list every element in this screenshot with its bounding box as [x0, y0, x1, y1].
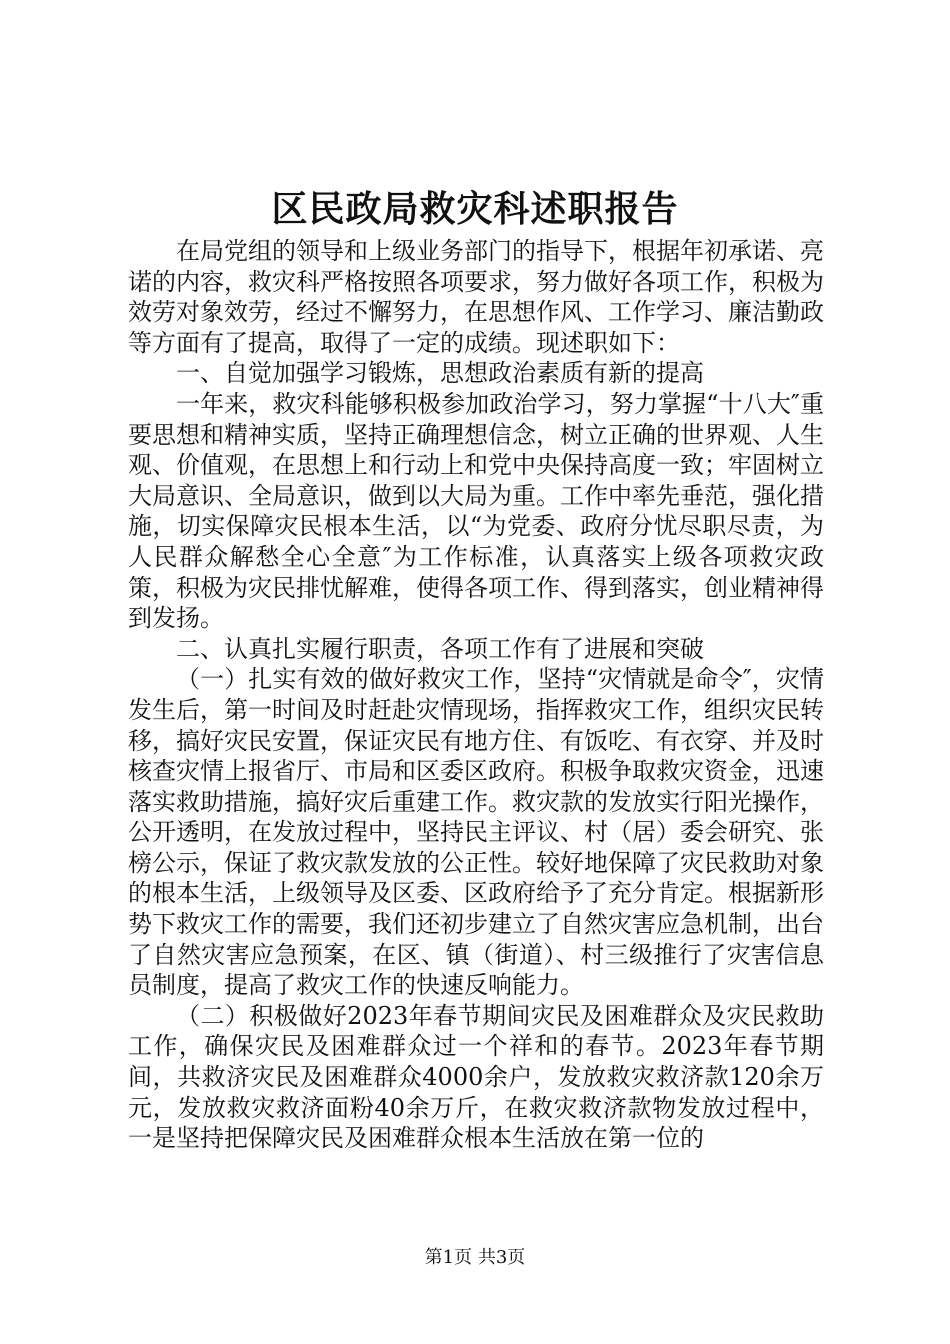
section-heading-2: 二、认真扎实履行职责，各项工作有了进展和突破	[176, 634, 704, 663]
section-heading-1: 一、自觉加强学习锻炼，思想政治素质有新的提高	[176, 359, 704, 388]
document-title: 区民政局救灾科述职报告	[271, 188, 679, 230]
section-1-paragraph: 一年来，救灾科能够积极参加政治学习，努力掌握“十八大″重要思想和精神实质，坚持正确理想信念，树立正确的世界观、人生观、价值观，在思想上和行动上和党中央保持高度一致；牢固树立大局意识、全局意识，做到以大局为重。工作中率先垂范，强化措施，切实保障灾民根本生活，以“为党委、政府分忧尽职尽责，为人民群众解愁全心全意″为工作标准，认真落实上级各项救灾政策，积极为灾民排忧解难，使得各项工作、得到落实，创业精神得到发扬。	[128, 389, 824, 633]
page-number-footer: 第1页 共3页	[424, 1247, 526, 1268]
intro-paragraph: 在局党组的领导和上级业务部门的指导下，根据年初承诺、亮诺的内容，救灾科严格按照各项要求，努力做好各项工作，积极为效劳对象效劳，经过不懈努力，在思想作风、工作学习、廉洁勤政等方面有了提高，取得了一定的成绩。现述职如下：	[128, 237, 824, 357]
section-2-item-2-paragraph: （二）积极做好2023年春节期间灾民及困难群众及灾民救助工作，确保灾民及困难群众过一个祥和的春节。2023年春节期间，共救济灾民及困难群众4000余户，发放救灾救济款120余万元，发放救灾救济面粉40余万斤，在救灾救济款物发放过程中，一是坚持把保障灾民及困难群众根本生活放在第一位的	[128, 1001, 824, 1153]
document-body	[128, 236, 824, 1154]
section-2-item-1-paragraph: （一）扎实有效的做好救灾工作，坚持“灾情就是命令″，灾情发生后，第一时间及时赶赴灾情现场，指挥救灾工作，组织灾民转移，搞好灾民安置，保证灾民有地方住、有饭吃、有衣穿、并及时核查灾情上报省厅、市局和区委区政府。积极争取救灾资金，迅速落实救助措施，搞好灾后重建工作。救灾款的发放实行阳光操作，公开透明，在发放过程中，坚持民主评议、村（居）委会研究、张榜公示，保证了救灾款发放的公正性。较好地保障了灾民救助对象的根本生活，上级领导及区委、区政府给予了充分肯定。根据新形势下救灾工作的需要，我们还初步建立了自然灾害应急机制，出台了自然灾害应急预案，在区、镇（街道）、村三级推行了灾害信息员制度，提高了救灾工作的快速反响能力。	[128, 665, 824, 1000]
